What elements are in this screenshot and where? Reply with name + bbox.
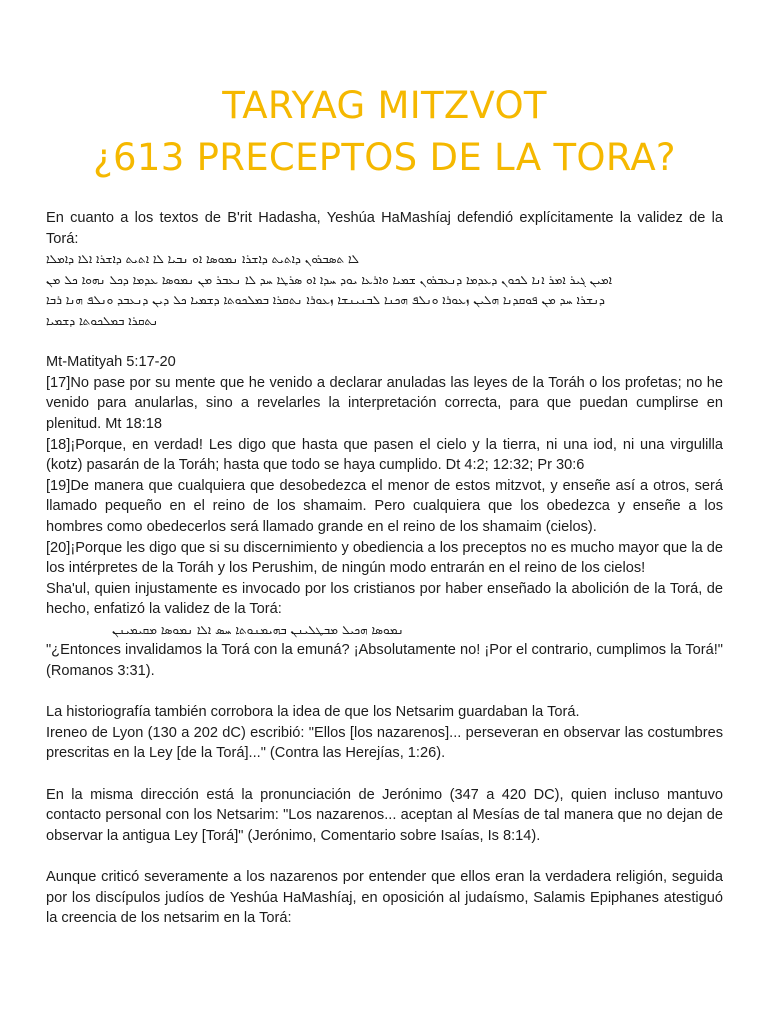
spacer [46,764,723,785]
spacer [46,332,723,353]
syriac-line-1: ܠܐ ܬܣܒܪܘܢ ܕܐܬܝܬ ܕܐܫܪܐ ܢܡܘܣܐ ܐܘ ܢܒܝܐ ܠܐ ܐܬܝܬ ܕܐܫܪܐ ܐܠܐ ܕܐܡܠܐ [46,252,359,267]
syriac-text-1 [46,249,723,270]
historiography-paragraph: La historiografía también corrobora la idea de que los Netsarim guardaban la Torá. [46,704,580,721]
syriac-text-4 [46,311,723,332]
syriac-line-2: ܐܡܝܢ ܓܝܪ ܐܡܪ ܐܢܐ ܠܟܘܢ ܕܥܕܡܐ ܕܢܥܒܪܘܢ ܫܡܝܐ ܘܐܪܥܐ ܝܘܕ ܚܕܐ ܐܘ ܣܪܛܐ ܚܕ ܠܐ ܢܥܒܪ ܡܢ ܢܡܘܣܐ ܥܕܡܐ ܕܟܠ ܢܗܘܐ ܟܠ ܡܢ [46,272,612,287]
syriac-line-5: ܢܡܘܣܐ ܗܟܝܠ ܡܒܛܠܝܢܢ ܒܗܝܡܢܘܬܐ ܚܣ ܐܠܐ ܢܡܘܣܐ ܡܩܝܡܝܢܢ [112,622,404,637]
syriac-text-5 [46,620,768,641]
verse-18: [18]¡Porque, en verdad! Les digo que hasta que pasen el cielo y la tierra, ni una iod, ni una virgulilla (kotz) pasarán de la Toráh; hasta que todo se haya cumplido. Dt 4:2; 12:32; Pr 30:6 [46,436,723,474]
document-body [46,208,723,929]
romans-quote: "¿Entonces invalidamos la Torá con la emuná? ¡Absolutamente no! ¡Por el contrario, cumplimos la Torá!" (Romanos 3:31). [46,642,723,680]
ireneo-paragraph: Ireneo de Lyon (130 a 202 dC) escribió: "Ellos [los nazarenos]... perseveran en observar las costumbres prescritas en la Ley [de la Torá]..." (Contra las Herejías, 1:26). [46,724,723,762]
title-line-1: TARYAG MITZVOT [222,84,547,127]
intro-paragraph: En cuanto a los textos de B'rit Hadasha, Yeshúa HaMashíaj defendió explícitamente la validez de la Torá: [46,210,723,247]
document-title [46,0,723,184]
jeronimo-paragraph: En la misma dirección está la pronunciación de Jerónimo (347 a 420 DC), quien incluso mantuvo contacto personal con los Netsarim: "Los nazarenos... aceptan al Mesías de tal manera que no dejan de observar la antigua Ley [Torá]" (Jerónimo, Comentario sobre Isaías, Is 8:14). [46,786,723,844]
verse-20: [20]¡Porque les digo que si su discernimiento y obediencia a los preceptos no es mucho mayor que la de los intérpretes de la Toráh y los Perushim, de ningún modo entrarán en el reino de los cielos! [46,539,723,577]
verse-17: [17]No pase por su mente que he venido a declarar anuladas las leyes de la Toráh o los profetas; no he venido para anularlas, sino a revelarles la interpretación correcta, para que puedan cumplirse en plenitud. Mt 18:18 [46,374,723,432]
title-line-2: ¿613 PRECEPTOS DE LA TORA? [93,136,676,179]
epiphanes-paragraph: Aunque criticó severamente a los nazarenos por entender que ellos eran la verdadera religión, seguida por los discípulos judíos de Yeshúa HaMashíaj, en oposición al judaísmo, Salamis Epiphanes atestiguó la creencia de los netsarim en la Torá: [46,869,723,927]
syriac-text-2 [46,270,723,291]
syriac-text-3 [46,290,723,311]
syriac-line-3: ܕܢܫܪܐ ܚܕ ܡܢ ܦܘܩܕܢܐ ܗܠܝܢ ܙܥܘܪܐ ܘܢܠܦ ܗܟܢܐ ܠܒܢܝܢܫܐ ܙܥܘܪܐ ܢܬܩܪܐ ܒܡܠܟܘܬܐ ܕܫܡܝܐ ܟܠ ܕܝܢ ܕܢܥܒܕ ܘܢܠܦ ܗܢܐ ܪܒܐ [46,293,605,308]
reference-heading: Mt-Matityah 5:17-20 [46,354,176,371]
verse-19: [19]De manera que cualquiera que desobedezca el menor de estos mitzvot, y enseñe así a otros, será llamado pequeño en el reino de los shamaim. Pero cualquiera que los obedezca y enseñe a los hombres como obedecerlos será llamado grande en el reino de los shamaim (cielos). [46,477,723,535]
syriac-line-4: ܢܬܩܪܐ ܒܡܠܟܘܬܐ ܕܫܡܝܐ [46,313,159,328]
spacer [46,682,723,703]
shaul-paragraph: Sha'ul, quien injustamente es invocado por los cristianos por haber enseñado la abolición de la Torá, de hecho, enfatizó la validez de la Torá: [46,580,723,618]
spacer [46,846,723,867]
